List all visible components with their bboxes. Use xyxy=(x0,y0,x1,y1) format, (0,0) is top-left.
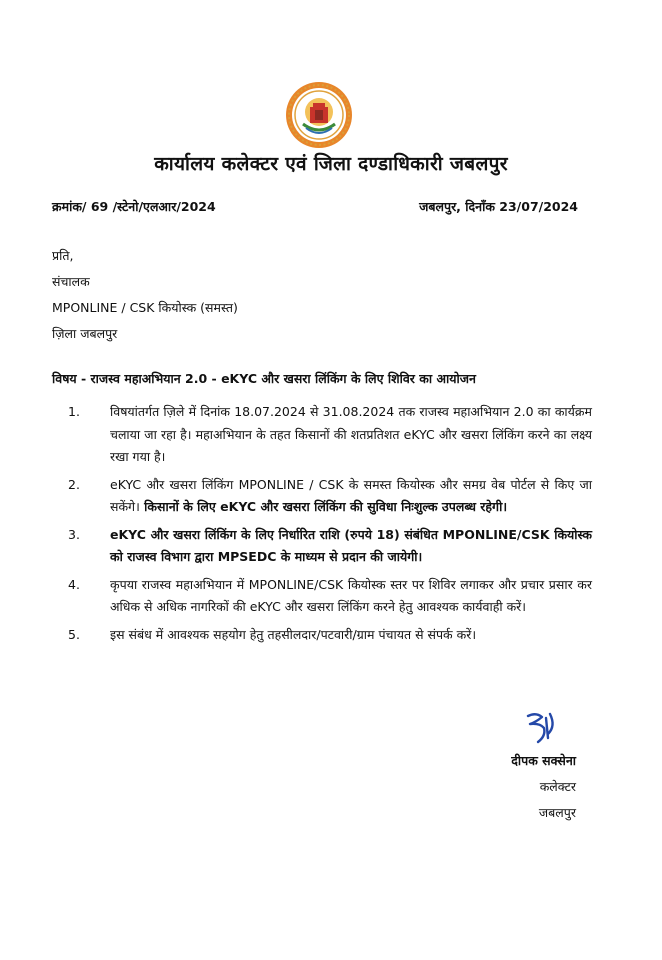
reference-number: क्रमांक/ 69 /स्टेनो/एलआर/2024 xyxy=(52,199,216,214)
addressee-line: MPONLINE / CSK कियोस्क (समस्त) xyxy=(52,300,238,315)
point-body: विषयांतर्गत ज़िले में दिनांक 18.07.2024 से 31.08.2024 तक राजस्व महाअभियान 2.0 का कार्यक्रम चलाया जा रहा है। महाअभियान के तहत किसानों की शतप्रतिशत eKYC और खसरा लिंकिंग करने का लक्ष्य रखा गया है। xyxy=(110,404,592,464)
point-item xyxy=(52,401,592,469)
point-body: eKYC और खसरा लिंकिंग MPONLINE / CSK के समस्त कियोस्क और समग्र वेब पोर्टल से किए जा सकेंगे। xyxy=(110,476,592,514)
office-title: कार्यालय कलेक्टर एवं जिला दण्डाधिकारी जबलपुर xyxy=(154,153,508,175)
addressee-line: ज़िला जबलपुर xyxy=(52,326,118,341)
point-number: 1. xyxy=(68,404,80,419)
addressee-line: प्रति, xyxy=(52,248,74,263)
subject-line: विषय - राजस्व महाअभियान 2.0 - eKYC और खसरा लिंकिंग के लिए शिविर का आयोजन xyxy=(52,371,476,386)
point-item xyxy=(52,624,592,647)
signer-place: जबलपुर xyxy=(538,805,576,820)
point-item xyxy=(52,524,592,569)
point-number: 5. xyxy=(68,626,80,642)
point-body: कृपया राजस्व महाअभियान में MPONLINE/CSK कियोस्क स्तर पर शिविर लगाकर और प्रचार प्रसार कर अधिक से अधिक नागरिकों की eKYC और खसरा लिंकिंग करने हेतु आवश्यक कार्यवाही करें। xyxy=(110,576,592,614)
point-number: 2. xyxy=(68,476,80,492)
point-number: 4. xyxy=(68,576,80,592)
point-item xyxy=(52,474,592,519)
point-text xyxy=(98,624,592,647)
point-bold: किसानों के लिए eKYC और खसरा लिंकिंग की सुविधा निःशुल्क उपलब्ध रहेगी। xyxy=(139,499,508,514)
point-bold: eKYC और खसरा लिंकिंग के लिए निर्धारित राशि (रुपये 18) संबंधित MPONLINE/CSK कियोस्क को राजस्व विभाग द्वारा MPSEDC के माध्यम से प्रदान की जायेगी। xyxy=(110,526,592,564)
addressee-block xyxy=(52,243,238,347)
point-number: 3. xyxy=(68,526,80,542)
signature-block xyxy=(511,748,576,826)
point-text xyxy=(98,524,592,569)
addressee-line: संचालक xyxy=(52,274,90,289)
reference-row xyxy=(52,198,578,215)
mp-state-emblem-icon xyxy=(284,80,354,150)
handwritten-signature xyxy=(522,708,562,748)
point-body: इस संबंध में आवश्यक सहयोग हेतु तहसीलदार/पटवारी/ग्राम पंचायत से संपर्क करें। xyxy=(110,626,477,642)
point-item xyxy=(52,574,592,619)
place-date: जबलपुर, दिनाँक 23/07/2024 xyxy=(419,199,578,214)
signer-designation: कलेक्टर xyxy=(539,779,576,794)
point-text xyxy=(98,574,592,619)
numbered-points xyxy=(52,401,592,651)
signer-name: दीपक सक्सेना xyxy=(511,753,576,768)
point-text xyxy=(98,474,592,519)
point-text xyxy=(98,401,592,469)
